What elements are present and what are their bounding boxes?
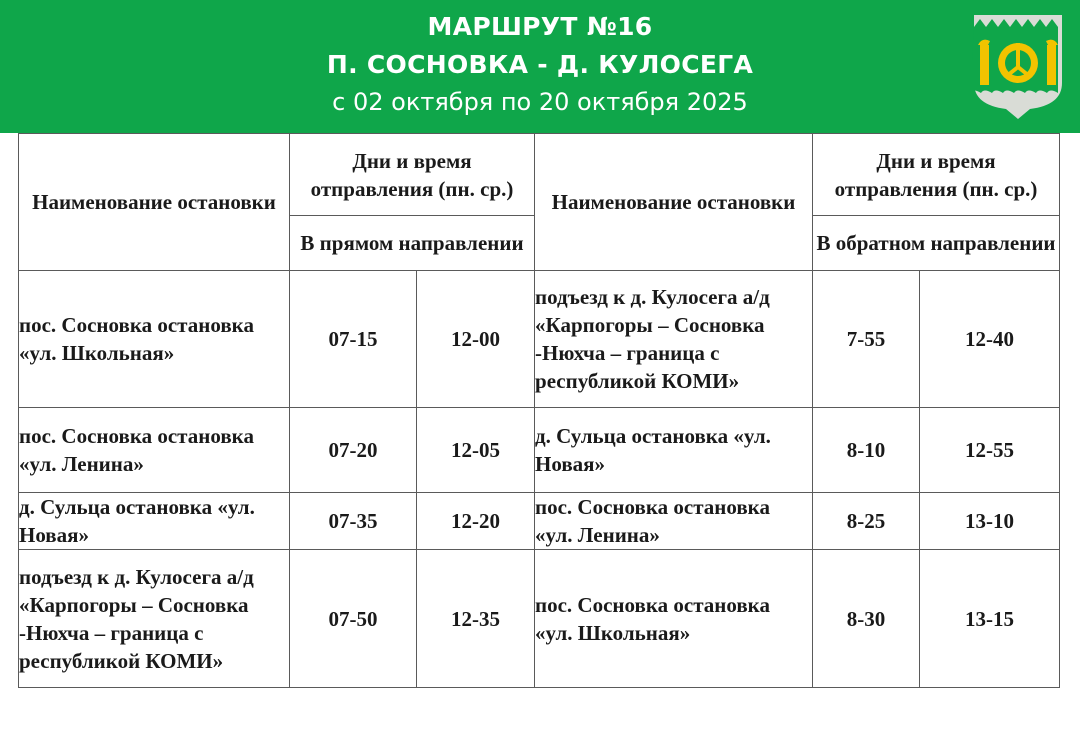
table-row: [19, 408, 1060, 493]
route-name-title: П. СОСНОВКА - Д. КУЛОСЕГА: [326, 50, 754, 79]
coat-of-arms-emblem-icon: [972, 13, 1064, 121]
reverse-time-cell: 13-10: [920, 493, 1060, 550]
forward-time-cell: 12-20: [417, 493, 535, 550]
forward-time-cell: 12-35: [417, 550, 535, 688]
reverse-time-cell: 7-55: [813, 271, 920, 408]
forward-stop-cell: д. Сульца остановка «ул. Новая»: [19, 493, 290, 550]
forward-time-cell: 07-20: [290, 408, 417, 493]
reverse-stop-cell: д. Сульца остановка «ул. Новая»: [535, 408, 813, 493]
forward-time-cell: 07-15: [290, 271, 417, 408]
forward-time-cell: 07-35: [290, 493, 417, 550]
reverse-stop-cell: подъезд к д. Кулосега а/д «Карпогоры – Сосновка -Нюхча – граница с республикой КОМИ»: [535, 271, 813, 408]
forward-time-cell: 07-50: [290, 550, 417, 688]
reverse-time-cell: 13-15: [920, 550, 1060, 688]
table-row: [19, 493, 1060, 550]
reverse-stop-cell: пос. Сосновка остановка «ул. Школьная»: [535, 550, 813, 688]
header-stop-name-reverse: Наименование остановки: [535, 134, 813, 271]
schedule-table: [18, 133, 1060, 688]
table-row: [19, 271, 1060, 408]
header-reverse-direction: В обратном направлении: [813, 216, 1060, 271]
validity-period: с 02 октября по 20 октября 2025: [332, 88, 748, 116]
forward-stop-cell: подъезд к д. Кулосега а/д «Карпогоры – Сосновка -Нюхча – граница с республикой КОМИ»: [19, 550, 290, 688]
header-stop-name-forward: Наименование остановки: [19, 134, 290, 271]
reverse-time-cell: 12-55: [920, 408, 1060, 493]
table-row: [19, 550, 1060, 688]
reverse-stop-cell: пос. Сосновка остановка «ул. Ленина»: [535, 493, 813, 550]
reverse-time-cell: 8-25: [813, 493, 920, 550]
forward-stop-cell: пос. Сосновка остановка «ул. Школьная»: [19, 271, 290, 408]
header-titles: [0, 8, 1080, 120]
header-departure-forward: Дни и время отправления (пн. ср.): [290, 134, 535, 216]
forward-time-cell: 12-05: [417, 408, 535, 493]
table-header-row: [19, 134, 1060, 216]
forward-stop-cell: пос. Сосновка остановка «ул. Ленина»: [19, 408, 290, 493]
reverse-time-cell: 8-10: [813, 408, 920, 493]
route-number-title: МАРШРУТ №16: [427, 12, 653, 41]
forward-time-cell: 12-00: [417, 271, 535, 408]
reverse-time-cell: 8-30: [813, 550, 920, 688]
header-departure-reverse: Дни и время отправления (пн. ср.): [813, 134, 1060, 216]
header-banner: [0, 0, 1080, 133]
header-forward-direction: В прямом направлении: [290, 216, 535, 271]
reverse-time-cell: 12-40: [920, 271, 1060, 408]
